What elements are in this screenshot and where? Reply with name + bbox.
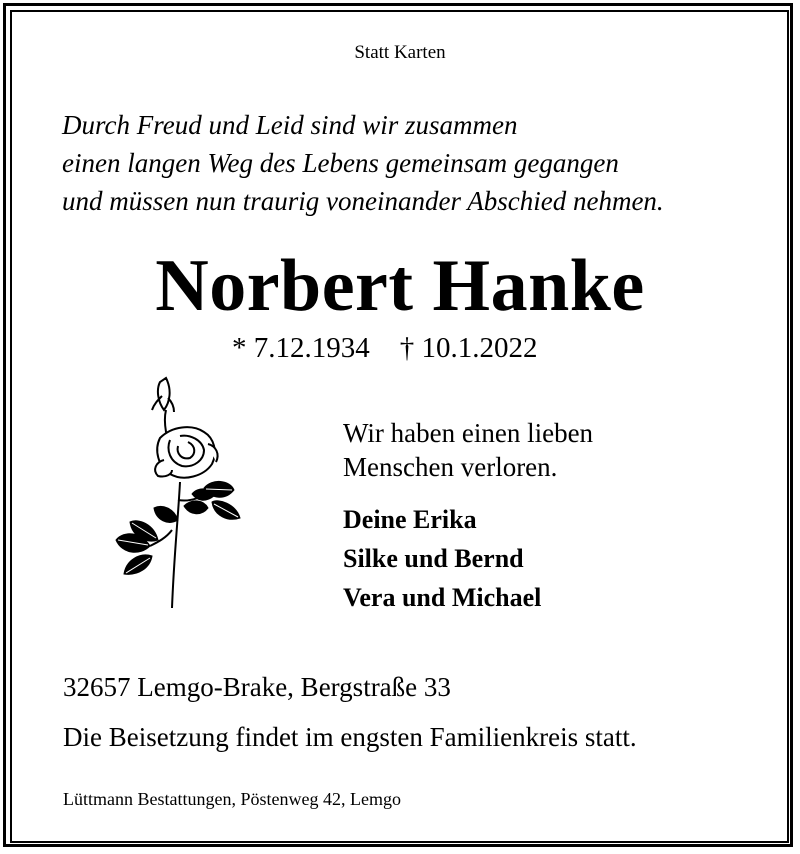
- deceased-name: Norbert Hanke: [155, 245, 645, 327]
- message-line-2: Menschen verloren.: [343, 452, 558, 482]
- family-member: Silke und Bernd: [343, 544, 524, 573]
- birth-date: * 7.12.1934: [232, 332, 370, 364]
- family-member: Deine Erika: [343, 505, 477, 534]
- life-dates: [232, 332, 538, 365]
- heading: Statt Karten: [354, 42, 446, 63]
- address: 32657 Lemgo-Brake, Bergstraße 33: [63, 672, 451, 702]
- burial-note: Die Beisetzung findet im engsten Familienkreis statt.: [63, 722, 637, 752]
- quote-line-2: einen langen Weg des Lebens gemeinsam gegangen: [62, 148, 619, 178]
- death-date: † 10.1.2022: [399, 332, 538, 364]
- quote-line-1: Durch Freud und Leid sind wir zusammen: [62, 110, 518, 140]
- message-line-1: Wir haben einen lieben: [343, 418, 594, 448]
- rose-icon: [108, 370, 248, 620]
- family-member: Vera und Michael: [343, 583, 542, 612]
- quote-line-3: und müssen nun traurig voneinander Abschied nehmen.: [62, 186, 664, 216]
- funeral-home: Lüttmann Bestattungen, Pöstenweg 42, Lemgo: [63, 789, 401, 809]
